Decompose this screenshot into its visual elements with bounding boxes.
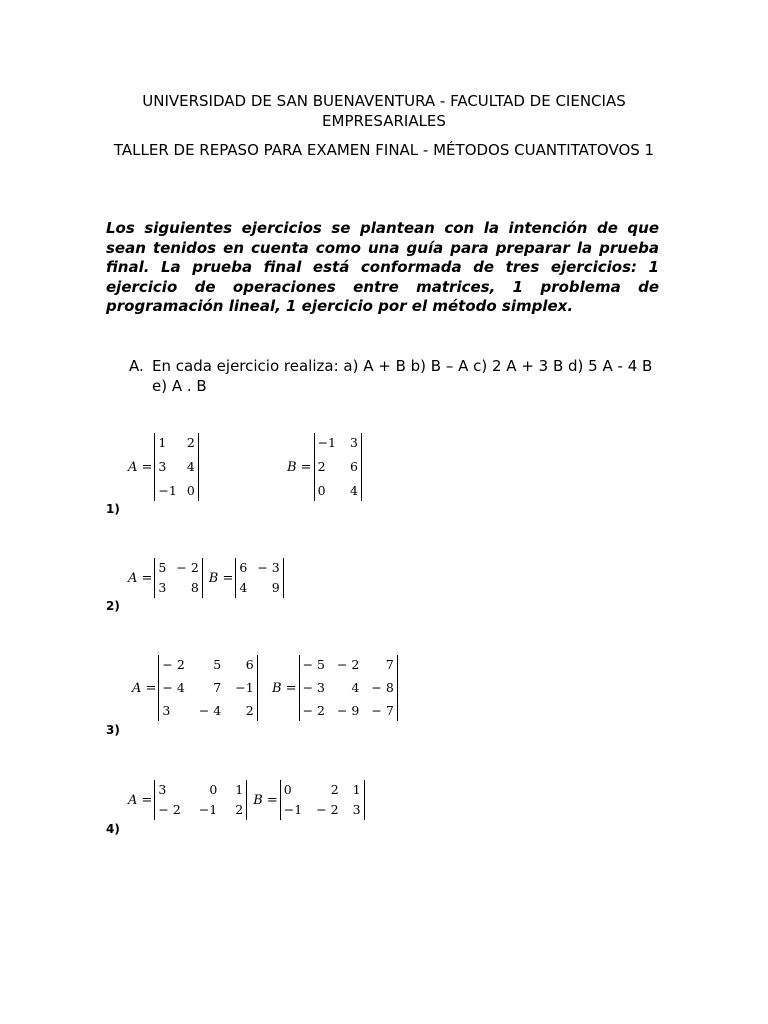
matrix-cell: − 2 (176, 560, 199, 575)
matrix-b (314, 433, 362, 501)
matrix-cell: − 8 (371, 680, 394, 695)
matrix-cell: 1 (352, 782, 361, 797)
matrix-cell: −1 (198, 802, 218, 817)
exercise-2-label: 2) (106, 599, 120, 613)
matrix-cell: 2 (317, 459, 326, 474)
matrix-b (299, 655, 398, 721)
matrix-cell: 6 (350, 459, 358, 474)
matrix-cell: − 7 (371, 703, 394, 718)
matrix-cell: − 2 (162, 657, 185, 672)
matrix-cell: 0 (317, 483, 326, 498)
exercise-4-label: 4) (106, 822, 120, 836)
exercise-3-matrix-a (132, 655, 258, 721)
matrix-cell: − 2 (158, 802, 181, 817)
matrix-cell: − 2 (302, 703, 325, 718)
matrix-cell: 0 (209, 782, 218, 797)
matrix-cell: 3 (158, 782, 167, 797)
matrix-b-label: B = (253, 792, 278, 808)
matrix-cell: 1 (235, 782, 244, 797)
matrix-cell: 3 (158, 459, 167, 474)
matrix-cell: −1 (283, 802, 303, 817)
matrix-b-label: B = (208, 570, 234, 586)
exercise-1-matrix-a (128, 436, 199, 498)
exercise-3-label: 3) (106, 723, 120, 737)
matrix-a (154, 558, 202, 598)
matrix-cell: 5 (158, 560, 167, 575)
matrix-cell: 8 (190, 580, 199, 595)
exercise-1-label: 1) (106, 502, 120, 516)
matrix-a (154, 780, 247, 820)
matrix-b (280, 780, 365, 820)
matrix-cell: −1 (158, 483, 177, 498)
matrix-cell: 0 (283, 782, 292, 797)
matrix-cell: 4 (239, 580, 248, 595)
matrix-cell: 7 (213, 680, 222, 695)
matrix-b-label: B = (272, 680, 297, 696)
exercise-1-matrix-b (287, 436, 362, 498)
matrix-cell: 2 (245, 703, 254, 718)
exercise-2-equation (128, 556, 284, 600)
matrix-cell: 6 (245, 657, 254, 672)
matrix-cell: 4 (350, 483, 358, 498)
matrix-cell: − 2 (336, 657, 360, 672)
matrix-cell: 2 (186, 435, 195, 450)
matrix-a-label: A = (132, 680, 157, 696)
matrix-a (158, 655, 257, 721)
matrix-b-label: B = (287, 459, 312, 475)
matrix-cell: 9 (271, 580, 280, 595)
exercise-3-matrix-b (272, 655, 398, 721)
matrix-a-label: A = (128, 570, 153, 586)
matrix-cell: 3 (158, 580, 167, 595)
matrix-cell: 0 (186, 483, 195, 498)
matrix-cell: − 4 (162, 680, 185, 695)
matrix-cell: − 3 (257, 560, 280, 575)
matrix-cell: −1 (317, 435, 337, 450)
matrix-cell: − 4 (198, 703, 222, 718)
matrix-cell: 3 (162, 703, 171, 718)
matrix-cell: − 9 (336, 703, 360, 718)
matrix-cell: 3 (350, 435, 358, 450)
matrix-cell: 4 (351, 680, 360, 695)
matrix-cell: − 5 (302, 657, 325, 672)
intro-paragraph: Los siguientes ejercicios se plantean con la intención de que sean tenidos en cuenta como una guía para preparar la prueba final. La prueba final está conformada de tres ejercicios: 1 ejercicio de operaciones entre matrices, 1 problema de programación lineal, 1 ejercicio por el método simplex. (106, 219, 659, 315)
matrix-cell: 2 (235, 802, 244, 817)
document-subtitle: TALLER DE REPASO PARA EXAMEN FINAL - MÉTODOS CUANTITATOVOS 1 (113, 141, 655, 159)
matrix-cell: 1 (158, 435, 167, 450)
matrix-cell: − 2 (316, 802, 339, 817)
instruction-text: En cada ejercicio realiza: a) A + B b) B – A c) 2 A + 3 B d) 5 A - 4 B e) A . B (152, 357, 653, 395)
matrix-cell: 4 (186, 459, 195, 474)
exercise-4-equation (128, 778, 365, 822)
matrix-cell: 5 (213, 657, 222, 672)
matrix-cell: 7 (385, 657, 394, 672)
matrix-cell: −1 (235, 680, 254, 695)
matrix-a (154, 433, 198, 501)
document-title: UNIVERSIDAD DE SAN BUENAVENTURA - FACULTAD DE CIENCIAS EMPRESARIALES (142, 92, 626, 130)
matrix-cell: 2 (330, 782, 339, 797)
matrix-a-label: A = (128, 792, 153, 808)
matrix-b (235, 558, 283, 598)
matrix-cell: 6 (239, 560, 248, 575)
matrix-a-label: A = (128, 459, 153, 475)
instruction-marker: A. (129, 357, 144, 375)
matrix-cell: 3 (352, 802, 361, 817)
matrix-cell: − 3 (302, 680, 325, 695)
